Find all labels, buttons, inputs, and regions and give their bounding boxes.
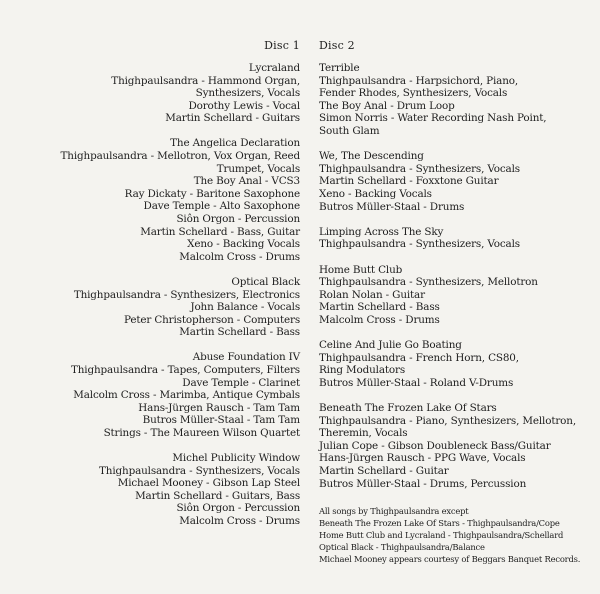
note-line: Optical Black - Thighpaulsandra/Balance: [319, 542, 485, 552]
track-title: Optical Black: [231, 275, 300, 288]
track-beneath-the-frozen-lake-of-stars: [319, 402, 589, 490]
credit-line: Ring Modulators: [319, 364, 406, 377]
track-title: Michel Publicity Window: [172, 452, 300, 465]
credit-line: Butros Müller-Staal - Drums, Percussion: [319, 477, 527, 490]
credit-line: Martin Schellard - Guitars: [165, 112, 300, 125]
credit-line: Julian Cope - Gibson Doubleneck Bass/Guitar: [319, 439, 551, 452]
credit-line: Thighpaulsandra - Hammond Organ,: [111, 74, 300, 87]
credit-line: The Boy Anal - Drum Loop: [319, 99, 455, 112]
credit-line: Thighpaulsandra - Synthesizers, Vocals: [319, 162, 520, 175]
track-title: Celine And Julie Go Boating: [319, 339, 462, 352]
credit-line: Malcolm Cross - Marimba, Antique Cymbals: [73, 389, 300, 402]
note-line: Beneath The Frozen Lake Of Stars - Thighpaulsandra/Cope: [319, 518, 560, 528]
disc-1-label: Disc 1: [264, 39, 300, 52]
track-michel-publicity-window: [20, 452, 300, 528]
credit-line: Siôn Orgon - Percussion: [176, 502, 300, 515]
track-the-angelica-declaration: [20, 137, 300, 263]
credit-line: Theremin, Vocals: [319, 427, 408, 440]
credit-line: Butros Müller-Staal - Roland V-Drums: [319, 376, 514, 389]
credit-line: Thighpaulsandra - French Horn, CS80,: [319, 351, 519, 364]
note-line: Home Butt Club and Lycraland - Thighpaulsandra/Schellard: [319, 530, 564, 540]
credit-line: Dorothy Lewis - Vocal: [188, 99, 300, 112]
note-line: All songs by Thighpaulsandra except: [319, 506, 469, 516]
track-title: Terrible: [319, 62, 360, 74]
disc-2-credits: [319, 62, 589, 490]
note-line: Michael Mooney appears courtesy of Beggars Banquet Records.: [319, 554, 581, 564]
track-title: Lycraland: [248, 62, 300, 74]
credit-line: Michael Mooney - Gibson Lap Steel: [117, 477, 300, 490]
track-home-butt-club: [319, 264, 589, 327]
credit-line: Thighpaulsandra - Synthesizers, Electronics: [73, 288, 300, 301]
track-title: We, The Descending: [319, 150, 424, 163]
track-title: Home Butt Club: [319, 263, 403, 276]
credit-line: Hans-Jürgen Rausch - PPG Wave, Vocals: [319, 452, 526, 465]
credit-line: Butros Müller-Staal - Tam Tam: [142, 414, 300, 427]
track-we-the-descending: [319, 150, 589, 213]
credit-line: Dave Temple - Alto Saxophone: [143, 200, 300, 213]
credit-line: Xeno - Backing Vocals: [319, 187, 432, 200]
track-abuse-foundation-iv: [20, 351, 300, 439]
credit-line: Synthesizers, Vocals: [195, 87, 300, 100]
track-lycraland: [20, 62, 300, 125]
credit-line: Fender Rhodes, Synthesizers, Vocals: [319, 87, 508, 100]
credit-line: Thighpaulsandra - Harpsichord, Piano,: [319, 74, 519, 87]
songwriting-notes: [319, 505, 594, 565]
credit-line: Thighpaulsandra - Piano, Synthesizers, Mellotron,: [319, 414, 576, 427]
credit-line: Strings - The Maureen Wilson Quartet: [103, 426, 300, 439]
credit-line: Martin Schellard - Guitar: [319, 465, 449, 477]
credit-line: Thighpaulsandra - Synthesizers, Vocals: [319, 238, 520, 251]
track-celine-and-julie-go-boating: [319, 339, 589, 389]
credit-line: Hans-Jürgen Rausch - Tam Tam: [138, 401, 300, 414]
credit-line: Rolan Nolan - Guitar: [319, 288, 425, 301]
track-limping-across-the-sky: [319, 226, 589, 251]
track-terrible: [319, 62, 589, 138]
track-optical-black: [20, 276, 300, 339]
credit-line: Dave Temple - Clarinet: [182, 376, 300, 389]
credit-line: Siôn Orgon - Percussion: [176, 213, 300, 226]
credit-line: John Balance - Vocals: [190, 301, 300, 314]
credit-line: Thighpaulsandra - Tapes, Computers, Filters: [70, 363, 300, 376]
track-title: Limping Across The Sky: [319, 225, 444, 238]
credit-line: Butros Müller-Staal - Drums: [319, 200, 465, 213]
credit-line: Martin Schellard - Bass, Guitar: [140, 225, 300, 238]
credit-line: Malcolm Cross - Drums: [179, 515, 300, 527]
disc-2-label: Disc 2: [319, 39, 355, 52]
credit-line: Peter Christopherson - Computers: [123, 313, 300, 326]
credit-line: Martin Schellard - Foxxtone Guitar: [319, 175, 499, 188]
credit-line: Martin Schellard - Bass: [179, 326, 300, 339]
credit-line: Thighpaulsandra - Synthesizers, Mellotron: [319, 276, 538, 289]
credit-line: Thighpaulsandra - Mellotron, Vox Organ, Reed: [60, 150, 300, 163]
credit-line: South Glam: [319, 124, 380, 137]
track-title: The Angelica Declaration: [170, 137, 300, 150]
credit-line: Martin Schellard - Guitars, Bass: [135, 489, 300, 502]
credit-line: Malcolm Cross - Drums: [179, 250, 300, 263]
disc-1-credits: [20, 62, 300, 528]
credit-line: Trumpet, Vocals: [216, 162, 300, 175]
track-title: Abuse Foundation IV: [192, 351, 300, 364]
credit-line: The Boy Anal - VCS3: [193, 175, 300, 188]
credit-line: Simon Norris - Water Recording Nash Point,: [319, 112, 547, 125]
track-title: Beneath The Frozen Lake Of Stars: [319, 402, 497, 415]
credit-line: Malcolm Cross - Drums: [319, 313, 440, 326]
credit-line: Thighpaulsandra - Synthesizers, Vocals: [99, 464, 300, 477]
credit-line: Ray Dickaty - Baritone Saxophone: [124, 187, 300, 200]
credit-line: Xeno - Backing Vocals: [187, 238, 300, 251]
credit-line: Martin Schellard - Bass: [319, 301, 440, 314]
